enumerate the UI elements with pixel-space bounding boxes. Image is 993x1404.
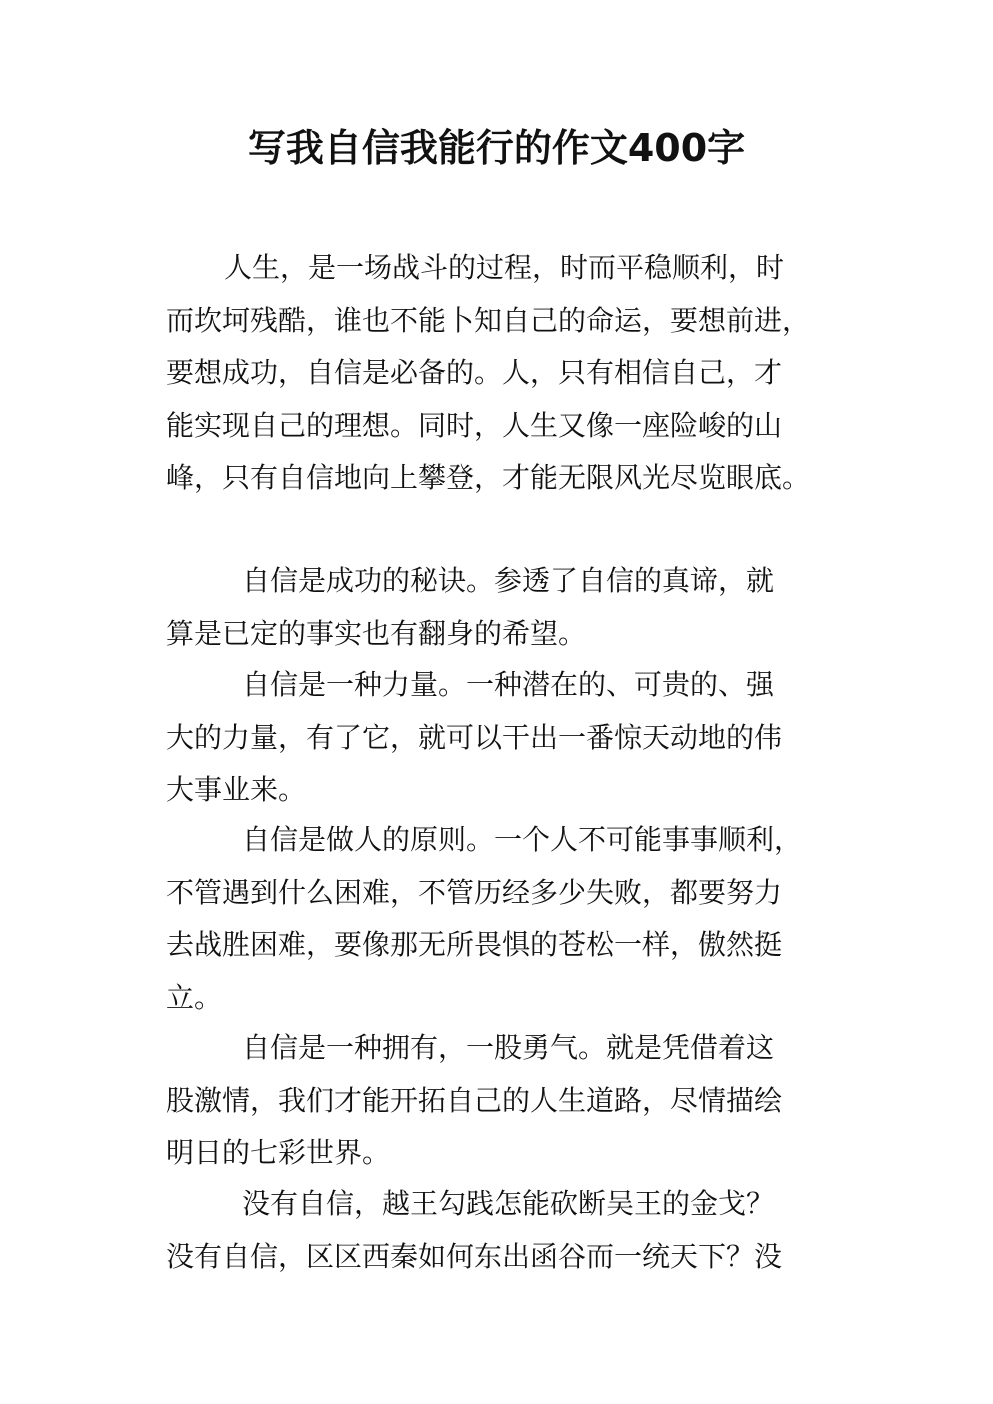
paragraph-line: 能实现自己的理想。同时，人生又像一座险峻的山 (166, 408, 783, 442)
paragraph-6 (166, 1178, 846, 1283)
paragraph-line: 明日的七彩世界。 (166, 1136, 391, 1169)
paragraph-line: 立。 (166, 980, 223, 1014)
paragraph-line: 自信是一种拥有，一股勇气。就是凭借着这 (242, 1031, 775, 1064)
paragraph-line: 自信是成功的秘诀。参透了自信的真谛，就 (242, 564, 775, 597)
paragraph-1 (166, 242, 846, 505)
document-title: 写我自信我能行的作文400字 (247, 126, 746, 170)
paragraph-line: 股激情，我们才能开拓自己的人生道路，尽情描绘 (166, 1083, 783, 1117)
paragraph-line: 去战胜困难，要像那无所畏惧的苍松一样，傲然挺 (166, 928, 783, 961)
paragraph-line: 自信是一种力量。一种潜在的、可贵的、强 (242, 668, 775, 701)
paragraph-line: 而坎坷残酷，谁也不能卜知自己的命运，要想前进， (166, 303, 811, 337)
paragraph-2 (166, 555, 846, 660)
paragraph-5 (166, 1022, 846, 1180)
paragraph-line: 没有自信，区区西秦如何东出函谷而一统天下？没 (166, 1239, 783, 1273)
paragraph-line: 要想成功，自信是必备的。人，只有相信自己，才 (166, 356, 783, 389)
paragraph-line: 人生，是一场战斗的过程，时而平稳顺利，时 (224, 251, 785, 284)
paragraph-line: 自信是做人的原则。一个人不可能事事顺利， (242, 823, 803, 856)
paragraph-line: 峰，只有自信地向上攀登，才能无限风光尽览眼底。 (166, 461, 811, 494)
paragraph-line: 算是已定的事实也有翻身的希望。 (166, 616, 587, 650)
paragraph-4 (166, 814, 846, 1024)
paragraph-line: 没有自信，越王勾践怎能砍断吴王的金戈？ (242, 1187, 775, 1220)
paragraph-line: 大事业来。 (166, 773, 307, 806)
paragraph-line: 不管遇到什么困难，不管历经多少失败，都要努力 (166, 875, 783, 909)
paragraph-3 (166, 659, 846, 817)
paragraph-line: 大的力量，有了它，就可以干出一番惊天动地的伟 (166, 720, 783, 754)
